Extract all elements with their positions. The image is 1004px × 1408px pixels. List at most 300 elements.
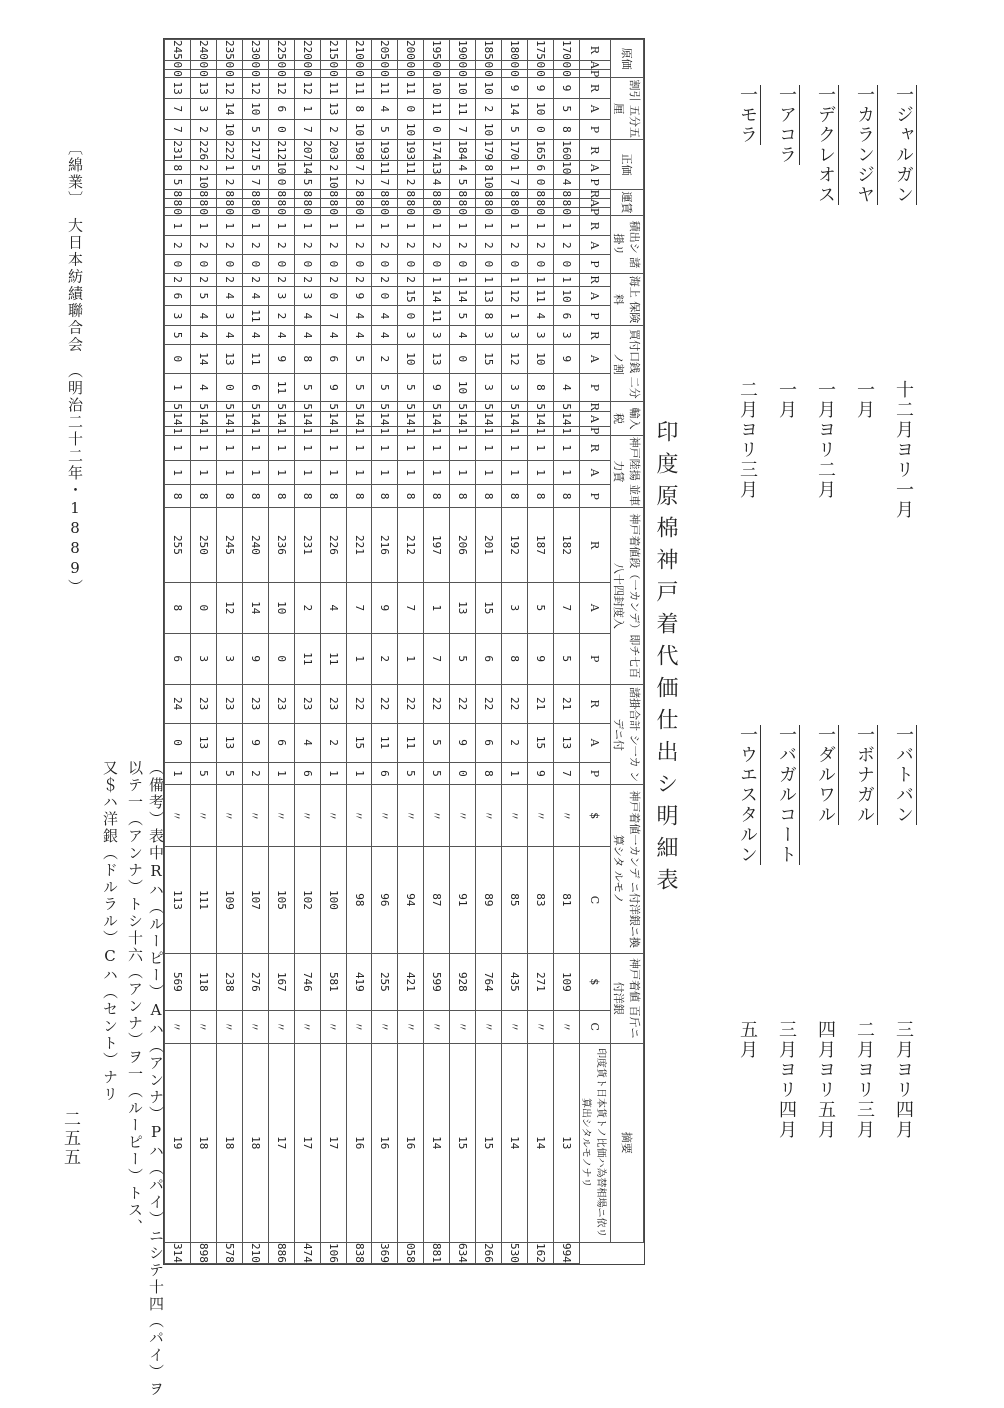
table-cell: 14 [554,411,580,426]
table-cell: 89 [476,846,502,953]
table-cell: 195 [424,40,450,61]
table-subheader: P [580,426,611,435]
table-cell: 13 [216,345,242,374]
table-cell: 8 [320,198,346,207]
table-subheader: A [580,60,611,69]
table-cell: 881 [424,1242,450,1263]
table-cell: 10 [398,345,424,374]
table-cell: 13 [165,78,191,99]
table-cell: 0 [165,69,191,77]
table-cell: 2 [346,175,372,189]
table-cell: 255 [372,953,398,1010]
table-cell: 245 [216,508,242,583]
table-cell: 3 [528,326,554,345]
table-cell: 5 [398,373,424,402]
table-cell: 8 [346,189,372,198]
table-cell: 1 [216,435,242,460]
table-cell: 1 [242,460,268,484]
table-cell: 8 [242,485,268,508]
table-cell: 5 [294,402,320,412]
table-cell: 〃 [554,785,580,846]
table-cell: 113 [165,846,191,953]
table-header: 神戸陸揚 並車力賃 [611,435,644,508]
table-row [476,40,502,1264]
table-subheader: C [580,1010,611,1043]
table-cell: 8 [165,189,191,198]
table-cell: 8 [554,198,580,207]
table-cell: 0 [476,207,502,215]
table-subheader: R [580,684,611,723]
table-cell: 〃 [424,1010,450,1043]
table-cell: 2 [346,273,372,286]
table-cell: 0 [554,255,580,273]
table-cell: 8 [216,189,242,198]
table-cell: 〃 [372,1010,398,1043]
table-cell: 6 [320,345,346,374]
table-cell: 8 [268,485,294,508]
table-cell: 4 [294,326,320,345]
table-cell: 0 [242,255,268,273]
table-cell: 〃 [528,785,554,846]
table-cell: 0 [294,255,320,273]
table-cell: 8 [346,485,372,508]
table-subheader: P [580,207,611,215]
table-cell: 0 [554,60,580,69]
table-cell: 182 [554,508,580,583]
table-cell: 5 [242,161,268,175]
table-cell: 2 [528,236,554,255]
table-cell: 0 [346,255,372,273]
table-subheader: A [580,236,611,255]
table-cell: 5 [190,762,216,785]
table-cell: 1 [372,426,398,435]
table-cell: 7 [502,175,528,189]
table-cell: 8 [450,485,476,508]
table-cell: 4 [372,326,398,345]
table-cell: 1 [268,460,294,484]
table-cell: 11 [268,373,294,402]
table-cell: 4 [450,161,476,175]
table-cell: 8 [424,198,450,207]
table-cell: 0 [398,60,424,69]
table-cell: 1 [268,762,294,785]
table-cell: 5 [242,402,268,412]
table-cell: 193 [372,140,398,161]
table-cell: 8 [398,189,424,198]
table-cell: 10 [528,98,554,119]
table-cell: 21 [528,684,554,723]
table-cell: 8 [190,189,216,198]
table-cell: 〃 [450,1010,476,1043]
table-cell: 1 [398,435,424,460]
table-cell: 0 [528,175,554,189]
table-cell: 8 [424,485,450,508]
table-cell: 14 [242,582,268,633]
table-cell: 185 [476,40,502,61]
table-cell: 0 [424,60,450,69]
table-cell: 6 [165,633,191,684]
table-cell: 1 [528,460,554,484]
table-cell: 10 [398,119,424,140]
item-period: 二月ヨリ三月 [854,1020,875,1140]
table-cell: 5 [424,723,450,762]
table-cell: 13 [554,723,580,762]
table-cell: 2 [294,582,320,633]
table-cell: 0 [450,207,476,215]
table-cell: 2 [320,273,346,286]
table-cell: 0 [502,207,528,215]
table-cell: 〃 [346,1010,372,1043]
table-cell: 14 [320,411,346,426]
table-cell: 0 [268,255,294,273]
table-cell: 0 [216,373,242,402]
table-cell: 9 [528,762,554,785]
table-cell: 0 [190,582,216,633]
table-cell: 〃 [346,785,372,846]
table-cell: 2 [398,273,424,286]
table-cell: 12 [502,286,528,306]
table-cell: 〃 [502,785,528,846]
table-cell: 〃 [294,785,320,846]
table-cell: 11 [320,78,346,99]
table-cell: 8 [424,189,450,198]
table-row [242,40,268,1264]
table-cell: 5 [502,402,528,412]
table-cell: 14 [502,1043,528,1242]
table-cell: 225 [268,40,294,61]
table-cell: 1 [554,273,580,286]
table-cell: 1 [424,435,450,460]
table-cell: 24 [165,684,191,723]
table-cell: 3 [476,326,502,345]
table-cell: 7 [424,633,450,684]
table-cell: 13 [190,78,216,99]
table-cell: 83 [528,846,554,953]
table-subheader: R [580,273,611,286]
table-cell: 205 [372,40,398,61]
table-cell: 0 [346,207,372,215]
table-cell: 192 [502,508,528,583]
table-cell: 220 [294,40,320,61]
table-subheader: P [580,306,611,326]
table-cell: 8 [450,189,476,198]
table-cell: 0 [372,60,398,69]
table-cell: 118 [190,953,216,1010]
table-cell: 0 [294,207,320,215]
table-cell: 217 [242,140,268,161]
table-cell: 0 [165,345,191,374]
table-cell: 18 [216,1043,242,1242]
table-cell: 599 [424,953,450,1010]
table-cell: 1 [502,762,528,785]
table-subheader: $ [580,785,611,846]
table-cell: 17 [294,1043,320,1242]
table-cell: 0 [165,207,191,215]
table-cell: 23 [294,684,320,723]
table-cell: 1 [165,762,191,785]
table-cell: 8 [165,161,191,175]
table-cell: 9 [528,78,554,99]
table-cell: 3 [502,373,528,402]
table-cell: 245 [165,40,191,61]
table-cell: 2 [165,236,191,255]
table-cell: 1 [320,460,346,484]
table-cell: 8 [502,189,528,198]
table-cell: 23 [216,684,242,723]
table-cell: 216 [372,508,398,583]
table-cell: 0 [320,286,346,306]
table-cell: 14 [372,411,398,426]
table-cell: 8 [554,485,580,508]
table-cell: 1 [372,435,398,460]
table-cell: 5 [190,402,216,412]
table-cell: 4 [216,286,242,306]
table-row [294,40,320,1264]
table-header: 原価 [611,40,644,78]
table-cell: 14 [294,411,320,426]
table-cell: 8 [528,198,554,207]
table-cell: 15 [450,1043,476,1242]
table-cell: 8 [346,98,372,119]
table-cell: 1 [346,460,372,484]
table-row [554,40,580,1264]
table-cell: 4 [372,306,398,326]
table-cell: 3 [502,326,528,345]
table-subheader: A [580,161,611,175]
table-cell: 2 [502,236,528,255]
table-cell: 193 [398,140,424,161]
table-cell: 13 [424,345,450,374]
footer-source: 〔綿業〕 大日本紡績聯合会 （明治二十二年・1889） [66,140,84,596]
table-cell: 6 [372,762,398,785]
item-period: 四月ヨリ五月 [815,1020,836,1140]
table-cell: 0 [372,69,398,77]
table-subheader: A [580,198,611,207]
table-cell: 215 [320,40,346,61]
table-cell: 10 [450,373,476,402]
table-cell: 7 [242,175,268,189]
table-cell: 12 [268,78,294,99]
table-cell: 10 [242,98,268,119]
table-cell: 15 [398,286,424,306]
table-cell: 569 [165,953,191,1010]
item-period: 一月 [854,380,875,420]
table-cell: 0 [320,69,346,77]
table-cell: 5 [424,402,450,412]
table-cell: 10 [268,161,294,175]
table-row [346,40,372,1264]
table-cell: 201 [476,508,502,583]
table-cell: 746 [294,953,320,1010]
table-cell: 8 [294,189,320,198]
table-cell: 1 [554,435,580,460]
table-cell: 9 [320,373,346,402]
table-cell: 8 [528,373,554,402]
table-row [502,40,528,1264]
table-cell: 0 [528,255,554,273]
table-cell: 5 [450,175,476,189]
table-subheader: C [580,846,611,953]
table-cell: 530 [502,1242,528,1263]
table-cell: 634 [450,1242,476,1263]
table-cell: 1 [398,460,424,484]
table-cell: 5 [346,402,372,412]
table-cell: 2 [268,236,294,255]
table-cell: 886 [268,1242,294,1263]
table-cell: 1 [190,460,216,484]
table-cell: 764 [476,953,502,1010]
table-cell: 1 [242,216,268,236]
table-cell: 109 [554,953,580,1010]
table-cell: 160 [554,140,580,161]
table-cell: 14 [502,411,528,426]
table-cell: 0 [372,286,398,306]
table-cell: 3 [294,286,320,306]
table-subheader: A [580,582,611,633]
table-cell: 0 [294,60,320,69]
table-cell: 〃 [268,785,294,846]
table-cell: 0 [502,255,528,273]
table-cell: 203 [320,140,346,161]
table-cell: 1 [346,633,372,684]
table-cell: 8 [216,485,242,508]
table-cell: 〃 [268,1010,294,1043]
table-cell: 1 [398,633,424,684]
note-line-2: 又＄ハ洋銀（ドルラル）Cハ（セント）ナリ [101,760,119,1103]
table-cell: 1 [424,426,450,435]
table-cell: 175 [528,40,554,61]
table-cell: 2 [502,723,528,762]
table-subheader: R [580,435,611,460]
table-cell: 0 [165,60,191,69]
table-row [424,40,450,1264]
table-cell: 4 [294,306,320,326]
table-cell: 2 [372,273,398,286]
table-header: 積出シ 諸掛リ [611,216,644,273]
table-cell: 212 [268,140,294,161]
table-cell: 3 [424,326,450,345]
table-cell: 98 [346,846,372,953]
table-cell: 2 [346,236,372,255]
table-cell: 4 [372,98,398,119]
table-cell: 7 [320,306,346,326]
table-cell: 0 [398,69,424,77]
table-cell: 3 [190,633,216,684]
table-row [190,40,216,1264]
table-cell: 4 [294,723,320,762]
table-cell: 1 [398,216,424,236]
table-header: 買付口銭 二分ノ割 [611,326,644,402]
table-cell: 15 [346,723,372,762]
table-cell: 8 [320,485,346,508]
table-cell: 2 [398,175,424,189]
table-cell: 5 [216,402,242,412]
table-cell: 1 [242,426,268,435]
table-cell: 2 [190,236,216,255]
table-cell: 16 [372,1043,398,1242]
table-cell: 8 [190,198,216,207]
table-cell: 1 [372,216,398,236]
table-cell: 187 [528,508,554,583]
table-cell: 3 [476,373,502,402]
table-cell: 238 [216,953,242,1010]
table-cell: 12 [294,78,320,99]
table-cell: 11 [372,78,398,99]
table-cell: 9 [268,345,294,374]
table-cell: 190 [450,40,476,61]
table-cell: 7 [554,582,580,633]
table-cell: 0 [190,69,216,77]
table-cell: 23 [242,684,268,723]
table-subheader: P [580,175,611,189]
table-cell: 0 [398,306,424,326]
table-cell: 8 [476,306,502,326]
table-cell: 〃 [320,785,346,846]
table-cell: 0 [528,207,554,215]
table-cell: 0 [242,60,268,69]
table-cell: 5 [190,286,216,306]
table-cell: 18 [242,1043,268,1242]
table-cell: 0 [268,119,294,140]
table-cell: 0 [216,60,242,69]
table-subheader: R [580,40,611,61]
table-cell: 1 [294,426,320,435]
table-cell: 212 [398,508,424,583]
table-cell: 9 [372,582,398,633]
table-cell: 3 [554,326,580,345]
table-cell: 1 [450,216,476,236]
table-row [320,40,346,1264]
table-cell: 4 [554,373,580,402]
table-header: 海上 保険料 [611,273,644,326]
table-cell: 11 [242,345,268,374]
table-cell: 1 [216,426,242,435]
table-header: 正価 [611,140,644,189]
table-cell: 314 [165,1242,191,1263]
table-cell: 10 [528,345,554,374]
table-cell: 0 [450,60,476,69]
table-cell: 10 [476,175,502,189]
table-cell: 0 [528,69,554,77]
table-cell: 5 [346,373,372,402]
table-subheader: P [580,485,611,508]
table-cell: 6 [165,286,191,306]
table-cell: 3 [216,633,242,684]
table-cell: 106 [320,1242,346,1263]
table-cell: 107 [242,846,268,953]
table-cell: 13 [450,582,476,633]
table-cell: 6 [476,633,502,684]
table-cell: 2 [165,273,191,286]
table-cell: 8 [476,485,502,508]
table-cell: 2 [320,119,346,140]
table-cell: 19 [165,1043,191,1242]
table-cell: 1 [476,435,502,460]
table-cell: 8 [346,198,372,207]
table-cell: 〃 [165,785,191,846]
table-cell: 1 [450,426,476,435]
table-subheader: A [580,411,611,426]
table-cell: 2 [398,236,424,255]
table-cell: 85 [502,846,528,953]
table-cell: 1 [528,216,554,236]
table-cell: 198 [346,140,372,161]
table-row [372,40,398,1264]
table-cell: 174 [424,140,450,161]
table-cell: 8 [372,485,398,508]
table-cell: 0 [268,633,294,684]
table-cell: 162 [528,1242,554,1263]
